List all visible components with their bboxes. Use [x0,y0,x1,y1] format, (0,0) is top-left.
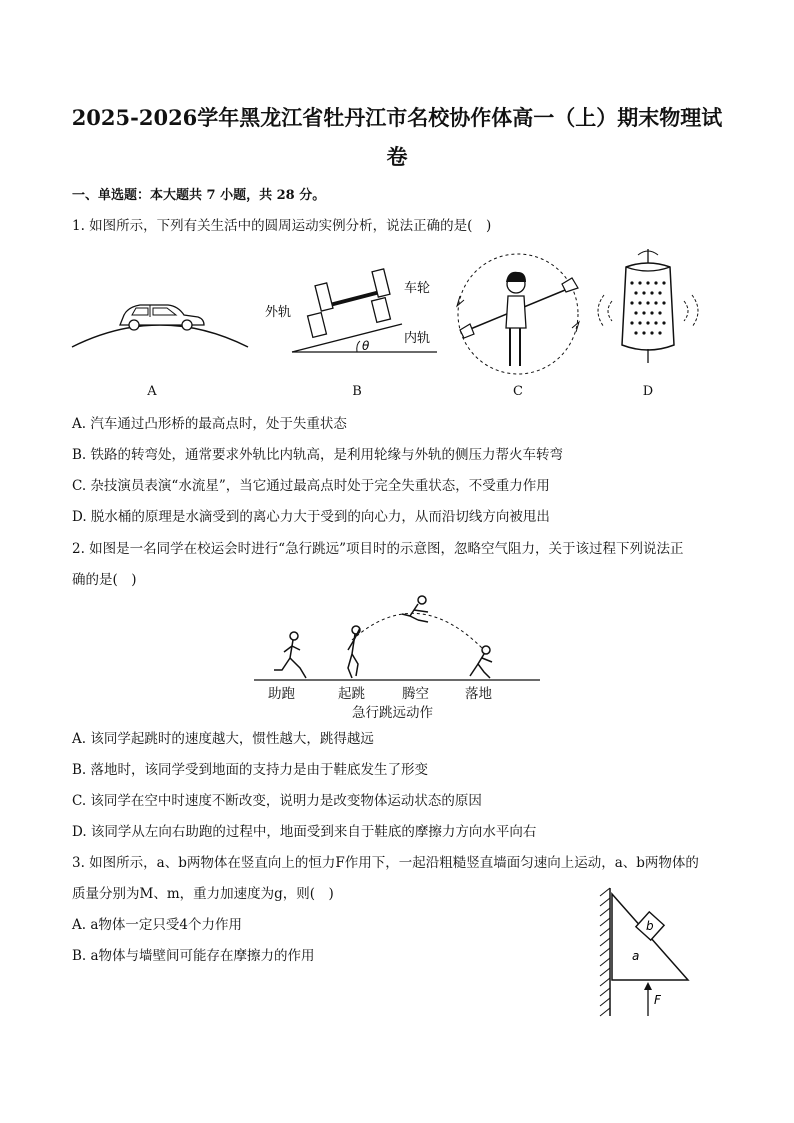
figure-long-jump [252,592,542,687]
figure-label-a: A [147,384,157,399]
q1-option-c: C. 杂技演员表演“水流星”，当它通过最高点时处于完全失重状态，不受重力作用 [72,478,550,494]
question-2-stem-line2: 确的是( ) [72,572,137,588]
force-f-label: F [654,993,661,1007]
q2-option-a: A. 该同学起跳时的速度越大，惯性越大，跳得越远 [72,731,374,747]
stage-label-takeoff: 起跳 [338,686,365,702]
figure-c-water-meteor [452,248,584,380]
figure-a-car-on-bridge [70,285,250,355]
q2-option-d: D. 该同学从左向右助跑的过程中，地面受到来自于鞋底的摩擦力方向水平向右 [72,824,537,840]
takeoff-figure [348,626,360,678]
question-2-stem-line1: 2. 如图是一名同学在校运会时进行“急行跳远”项目时的示意图，忽略空气阻力，关于该过程下列说法正 [72,541,684,557]
figure-wall-blocks [596,886,700,1020]
block-b-label: b [646,919,654,933]
outer-rail-label: 外轨 [265,305,292,320]
inner-rail-label: 内轨 [404,331,431,346]
figure-label-d: D [642,384,654,399]
figure-caption-long-jump: 急行跳远动作 [352,705,433,721]
stage-label-airborne: 腾空 [402,686,429,702]
q3-option-a: A. a物体一定只受4个力作用 [72,917,242,933]
airborne-figure [402,596,428,622]
runner-figure [274,632,306,678]
section-heading: 一、单选题：本大题共 7 小题，共 28 分。 [72,188,326,203]
question-1-stem: 1. 如图所示，下列有关生活中的圆周运动实例分析，说法正确的是( ) [72,218,492,234]
q1-option-b: B. 铁路的转弯处，通常要求外轨比内轨高，是利用轮缘与外轨的侧压力帮火车转弯 [72,447,564,463]
question-3-stem-line2: 质量分别为M、m，重力加速度为g，则( ) [72,886,334,902]
block-a-label: a [632,949,640,963]
question-3-stem-line1: 3. 如图所示，a、b两物体在竖直向上的恒力F作用下，一起沿粗糙竖直墙面匀速向上运动，a、b两物体的 [72,855,699,871]
q2-option-b: B. 落地时，该同学受到地面的支持力是由于鞋底发生了形变 [72,762,429,778]
figure-label-b: B [352,384,362,399]
wheel-label: 车轮 [404,281,431,296]
q1-option-d: D. 脱水桶的原理是水滴受到的离心力大于受到的向心力，从而沿切线方向被甩出 [72,509,550,525]
q3-option-b: B. a物体与墙壁间可能存在摩擦力的作用 [72,948,315,964]
figure-d-spin-dryer [588,245,708,380]
wall-hatching [600,888,610,1016]
q2-option-c: C. 该同学在空中时速度不断改变，说明力是改变物体运动状态的原因 [72,793,482,809]
stage-label-run-up: 助跑 [268,686,295,702]
page-title-line2: 卷 [386,144,408,169]
landing-figure [470,646,492,678]
q1-option-a: A. 汽车通过凸形桥的最高点时，处于失重状态 [72,416,347,432]
stage-label-landing: 落地 [465,686,492,702]
page-title-line1: 2025-2026学年黑龙江省牡丹江市名校协作体高一（上）期末物理试 [71,105,723,130]
figure-label-c: C [513,384,523,399]
figure-b-banked-rail [262,262,447,357]
angle-theta-label: θ [362,339,370,353]
